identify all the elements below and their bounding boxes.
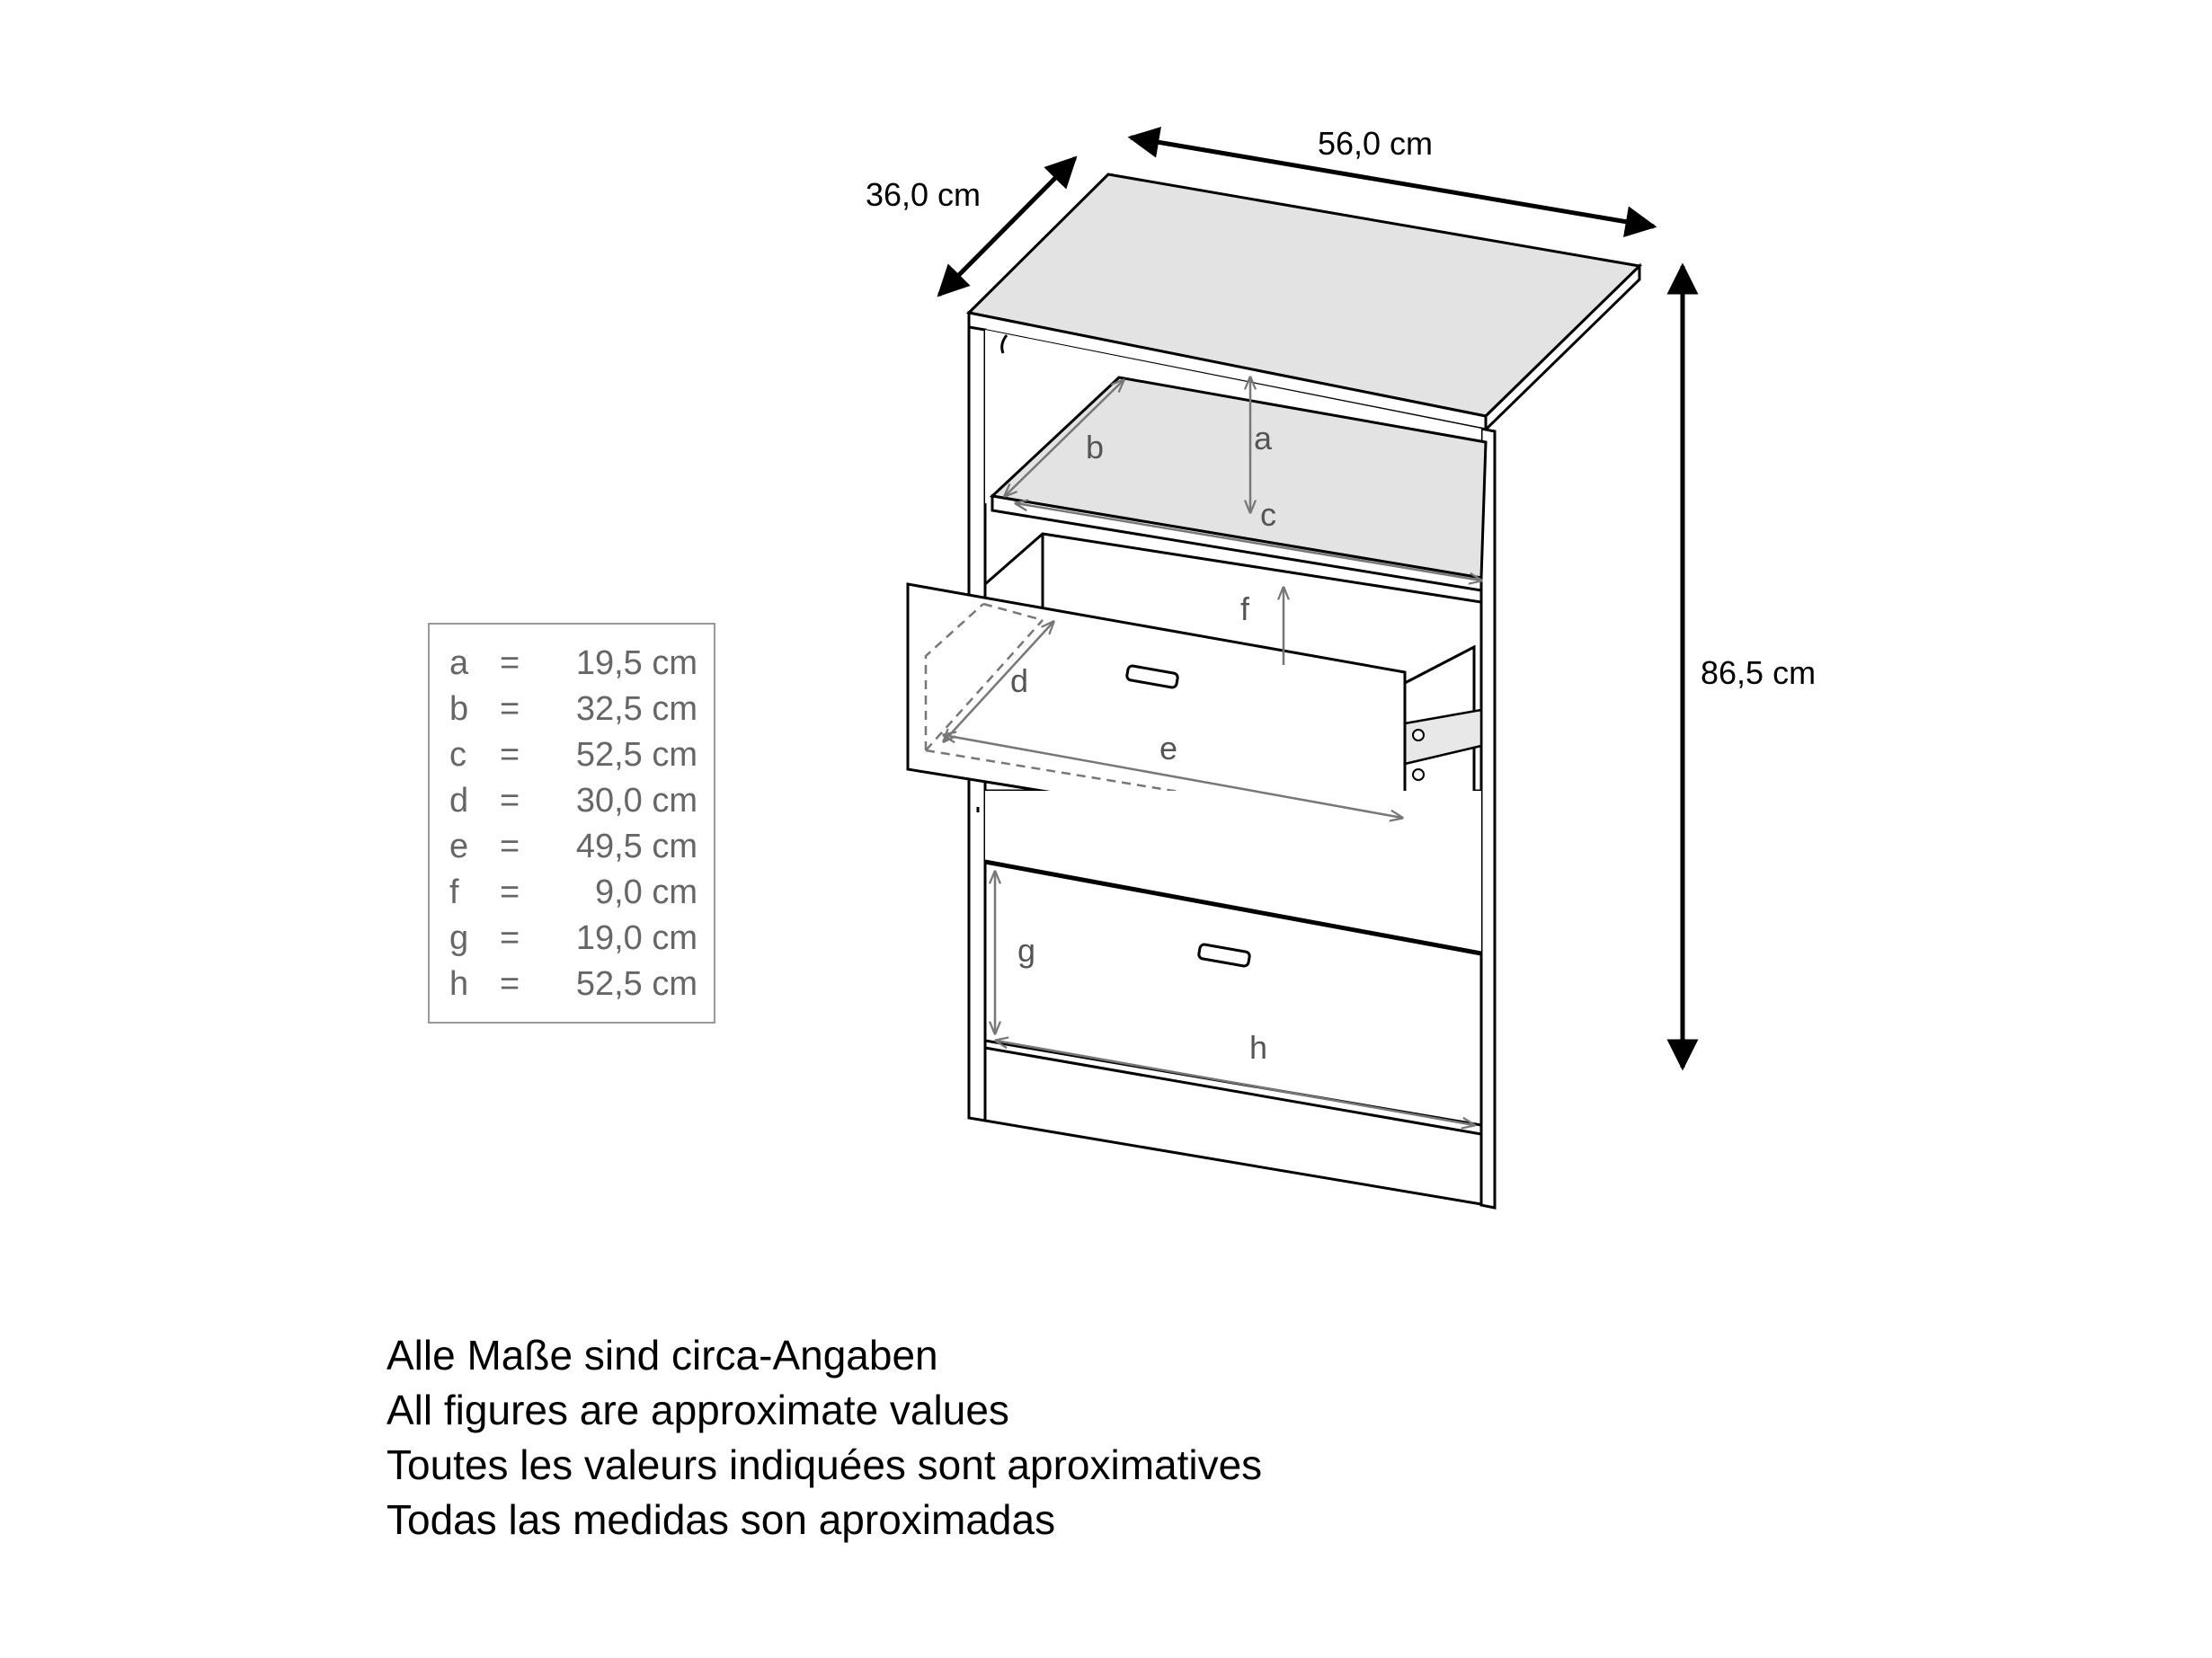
- legend-key: h: [449, 965, 469, 1003]
- part-label-g: g: [1017, 932, 1036, 969]
- legend-equals: =: [500, 919, 520, 957]
- legend-equals: =: [500, 782, 520, 820]
- depth-label: 36,0 cm: [865, 176, 982, 213]
- legend-row: [449, 644, 710, 689]
- legend-row: [449, 828, 710, 873]
- legend-row: [449, 782, 710, 827]
- legend-equals: =: [500, 690, 520, 728]
- legend-value: 52,5 cm: [575, 736, 697, 774]
- legend-row: [449, 873, 710, 918]
- part-label-e: e: [1159, 730, 1178, 767]
- legend-key: d: [449, 782, 469, 820]
- note-spanish: Todas las medidas son aproximadas: [386, 1496, 1056, 1543]
- legend-value: 32,5 cm: [575, 690, 697, 728]
- legend-row: [449, 919, 710, 964]
- disclaimer-notes: [386, 1328, 1262, 1547]
- note-english: All figures are approximate values: [386, 1387, 1009, 1433]
- legend-row: [449, 736, 710, 781]
- legend-row: [449, 690, 710, 735]
- part-label-d: d: [1010, 662, 1029, 699]
- legend-key: e: [449, 828, 469, 865]
- legend-equals: =: [500, 828, 520, 865]
- legend-value: 19,0 cm: [575, 919, 697, 957]
- part-label-h: h: [1249, 1029, 1268, 1066]
- legend-key: b: [449, 690, 469, 728]
- legend-value: 9,0 cm: [594, 873, 697, 911]
- legend-equals: =: [500, 965, 520, 1003]
- legend-key: f: [449, 873, 459, 911]
- part-label-b: b: [1086, 429, 1105, 465]
- part-label-c: c: [1260, 496, 1276, 533]
- legend-value: 52,5 cm: [575, 965, 697, 1003]
- height-label: 86,5 cm: [1701, 654, 1817, 691]
- note-french: Toutes les valeurs indiquées sont aproximatives: [386, 1441, 1263, 1488]
- width-label: 56,0 cm: [1317, 125, 1434, 162]
- part-label-a: a: [1254, 420, 1273, 457]
- legend-equals: =: [500, 736, 520, 774]
- legend-value: 49,5 cm: [575, 828, 697, 865]
- note-german: Alle Maße sind circa-Angaben: [386, 1332, 938, 1379]
- legend-key: c: [449, 736, 466, 774]
- measurement-legend: [428, 623, 715, 1024]
- legend-equals: =: [500, 873, 520, 911]
- part-label-f: f: [1240, 590, 1250, 627]
- legend-value: 19,5 cm: [575, 644, 697, 682]
- legend-key: g: [449, 919, 469, 957]
- legend-value: 30,0 cm: [575, 782, 697, 820]
- legend-key: a: [449, 644, 469, 682]
- legend-row: [449, 965, 710, 1010]
- legend-equals: =: [500, 644, 520, 682]
